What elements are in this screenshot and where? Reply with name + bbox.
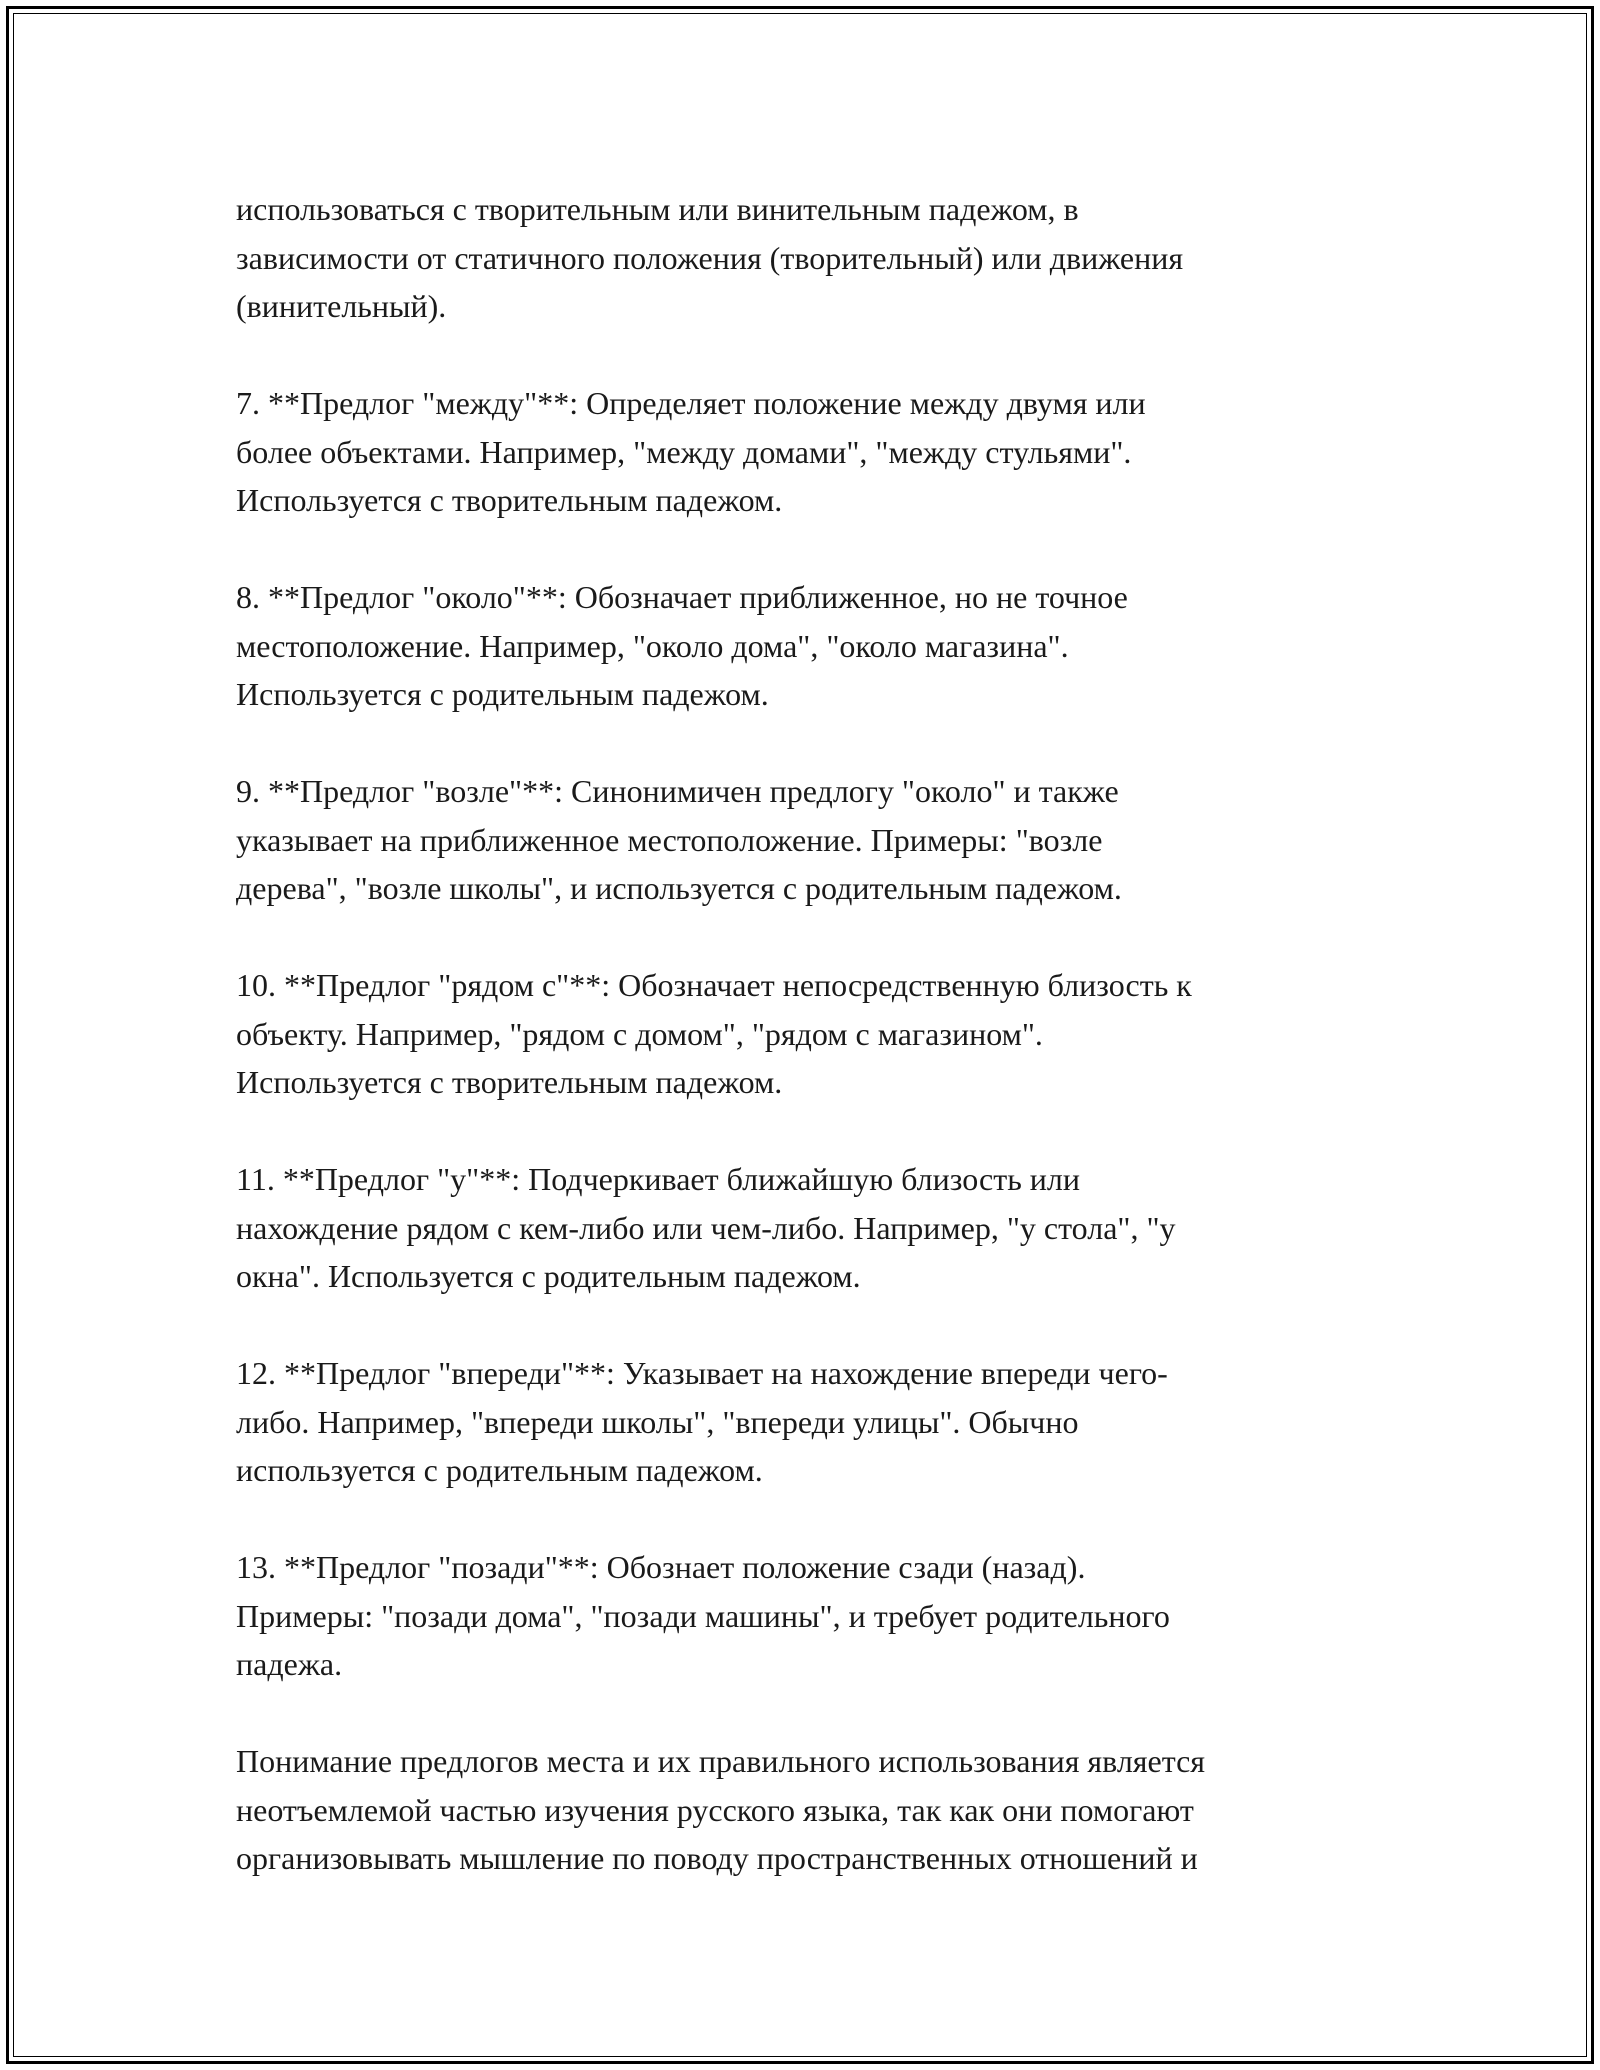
list-item-pozadi <box>236 1543 1386 1689</box>
text-line: 12. **Предлог "впереди"**: Указывает на нахождение впереди чего- <box>236 1355 1168 1391</box>
text-line: Используется с творительным падежом. <box>236 1064 783 1100</box>
text-line: 10. **Предлог "рядом с"**: Обозначает непосредственную близость к <box>236 967 1192 1003</box>
list-item-vozle <box>236 767 1386 913</box>
text-line: 7. **Предлог "между"**: Определяет положение между двумя или <box>236 385 1146 421</box>
text-line: более объектами. Например, "между домами", "между стульями". <box>236 433 1132 470</box>
paragraph-conclusion <box>236 1737 1386 1883</box>
text-line: неотъемлемой частью изучения русского языка, так как они помогают <box>236 1791 1194 1828</box>
text-line: нахождение рядом с кем-либо или чем-либо. Например, "у стола", "у <box>236 1209 1176 1246</box>
list-item-ryadom-s <box>236 961 1386 1107</box>
text-line: Понимание предлогов места и их правильного использования является <box>236 1743 1205 1779</box>
list-item-vperedi <box>236 1349 1386 1495</box>
text-line: организовывать мышление по поводу пространственных отношений и <box>236 1840 1198 1876</box>
list-item-u <box>236 1155 1386 1301</box>
text-line: либо. Например, "впереди школы", "впереди улицы". Обычно <box>236 1403 1079 1440</box>
paragraph-continuation <box>236 185 1386 331</box>
text-line: используется с родительным падежом. <box>236 1452 763 1488</box>
text-line: падежа. <box>236 1646 343 1682</box>
text-line: 9. **Предлог "возле"**: Синонимичен предлогу "около" и также <box>236 773 1119 809</box>
text-line: окна". Используется с родительным падежом. <box>236 1258 861 1294</box>
text-line: местоположение. Например, "около дома", "около магазина". <box>236 627 1069 664</box>
text-line: 11. **Предлог "у"**: Подчеркивает ближайшую близость или <box>236 1161 1080 1197</box>
list-item-mezhdu <box>236 379 1386 525</box>
text-line: объекту. Например, "рядом с домом", "рядом с магазином". <box>236 1015 1043 1052</box>
text-line: использоваться с творительным или винительным падежом, в <box>236 191 1079 227</box>
text-line: указывает на приближенное местоположение. Примеры: "возле <box>236 821 1103 858</box>
text-line: Используется с родительным падежом. <box>236 676 769 712</box>
list-item-okolo <box>236 573 1386 719</box>
text-line: зависимости от статичного положения (творительный) или движения <box>236 239 1184 276</box>
text-line: Примеры: "позади дома", "позади машины", и требует родительного <box>236 1597 1170 1634</box>
document-body <box>236 185 1386 1931</box>
text-line: 13. **Предлог "позади"**: Обознает положение сзади (назад). <box>236 1549 1086 1585</box>
text-line: дерева", "возле школы", и используется с родительным падежом. <box>236 870 1122 906</box>
text-line: 8. **Предлог "около"**: Обозначает приближенное, но не точное <box>236 579 1128 615</box>
text-line: (винительный). <box>236 288 447 324</box>
text-line: Используется с творительным падежом. <box>236 482 783 518</box>
